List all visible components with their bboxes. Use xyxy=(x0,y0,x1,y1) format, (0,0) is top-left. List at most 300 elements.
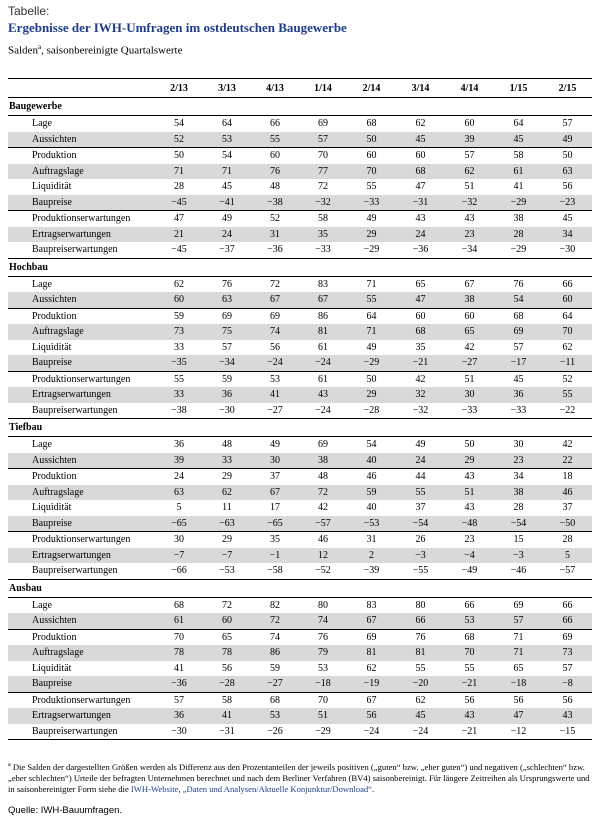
section-title: Hochbau xyxy=(9,261,48,273)
subtitle-rest: , saisonbereinigte Quartalswerte xyxy=(41,44,183,57)
value-cell: 41 xyxy=(203,708,251,724)
value-cell: −21 xyxy=(396,355,445,371)
value-cell: −57 xyxy=(299,516,347,532)
value-cell: −53 xyxy=(203,563,251,579)
value-cell: 47 xyxy=(494,708,543,724)
value-cell: 61 xyxy=(494,164,543,180)
value-cell: 43 xyxy=(445,708,494,724)
value-cell: 71 xyxy=(155,164,203,180)
source-note: Quelle: IWH-Bauumfragen. xyxy=(8,805,123,816)
value-cell: −46 xyxy=(494,563,543,579)
value-cell: −49 xyxy=(445,563,494,579)
value-cell: 51 xyxy=(299,708,347,724)
value-cell: 57 xyxy=(543,116,592,132)
value-cell: 64 xyxy=(203,116,251,132)
table-row xyxy=(8,292,592,308)
row-label: Baupreise xyxy=(8,516,155,532)
value-cell: 44 xyxy=(396,469,445,485)
column-header: 1/14 xyxy=(299,79,347,98)
value-cell: 72 xyxy=(251,276,299,292)
value-cell: 54 xyxy=(155,116,203,132)
value-cell: 70 xyxy=(543,324,592,340)
header-label-cell xyxy=(8,79,155,98)
value-cell: −29 xyxy=(299,724,347,740)
value-cell: 62 xyxy=(562,341,573,353)
value-cell: 67 xyxy=(299,292,347,308)
value-cell: 17 xyxy=(270,502,280,514)
value-cell: 81 xyxy=(299,324,347,340)
value-cell: 37 xyxy=(562,502,573,514)
header-row xyxy=(8,79,592,98)
value-cell: 38 xyxy=(445,292,494,308)
table-row xyxy=(8,437,592,453)
value-cell: 45 xyxy=(543,211,592,227)
value-cell: −17 xyxy=(494,355,543,371)
value-cell: 76 xyxy=(396,629,445,645)
value-cell: 40 xyxy=(347,453,396,469)
value-cell: 55 xyxy=(464,662,475,674)
value-cell: −58 xyxy=(251,563,299,579)
value-cell: 38 xyxy=(494,211,543,227)
value-cell: 80 xyxy=(396,597,445,613)
value-cell: 43 xyxy=(445,211,494,227)
footnote-text: Die Salden der dargestellten Größen werden als Differenz aus den Prozentanteilen der jeweils positiven („guten“ bzw. „eher guten“) und negativen („schlechten“ bzw. „eher schlechten“) Urteile der befragten Unternehmen berechnet und nach dem Berliner Verfahren (BV4) saisonbereinigt. Für längere Zeitreihen als Ursprungswerte und in saisonbereinigter Form siehe die xyxy=(8,761,590,794)
value-cell: 51 xyxy=(464,181,475,193)
value-cell: 50 xyxy=(347,132,396,148)
value-cell: 29 xyxy=(347,387,396,403)
value-cell: 74 xyxy=(299,613,347,629)
section-header-row xyxy=(8,98,592,116)
value-cell: 61 xyxy=(299,371,347,387)
value-cell: 32 xyxy=(396,387,445,403)
row-label: Produktionserwartungen xyxy=(8,371,155,387)
value-cell: −4 xyxy=(445,548,494,564)
value-cell: −28 xyxy=(347,403,396,419)
value-cell: 31 xyxy=(347,532,396,548)
table-row xyxy=(8,629,592,645)
value-cell: 67 xyxy=(347,613,396,629)
table-row xyxy=(8,371,592,387)
value-cell: −38 xyxy=(155,403,203,419)
column-header: 2/15 xyxy=(543,79,592,98)
value-cell: 48 xyxy=(270,181,280,193)
value-cell: −29 xyxy=(347,355,396,371)
value-cell: −50 xyxy=(543,516,592,532)
value-cell: 30 xyxy=(251,453,299,469)
column-header: 2/14 xyxy=(347,79,396,98)
iwh-website-link[interactable]: IWH-Website xyxy=(130,783,179,794)
table-row xyxy=(8,227,592,243)
value-cell: 42 xyxy=(318,502,328,514)
value-cell: 55 xyxy=(415,662,426,674)
value-cell: 70 xyxy=(155,629,203,645)
value-cell: 69 xyxy=(299,437,347,453)
value-cell: −34 xyxy=(203,355,251,371)
value-cell: −33 xyxy=(494,403,543,419)
value-cell: −24 xyxy=(347,724,396,740)
value-cell: −33 xyxy=(299,242,347,258)
value-cell: −27 xyxy=(445,355,494,371)
value-cell: 56 xyxy=(347,708,396,724)
value-cell: 60 xyxy=(396,148,445,164)
value-cell: 22 xyxy=(543,453,592,469)
value-cell: 54 xyxy=(203,148,251,164)
row-label: Ertragserwartungen xyxy=(8,548,155,564)
value-cell: 5 xyxy=(176,502,182,514)
value-cell: 38 xyxy=(494,485,543,501)
value-cell: −29 xyxy=(494,195,543,211)
table-label: Tabelle: xyxy=(8,4,50,18)
value-cell: 39 xyxy=(445,132,494,148)
value-cell: 57 xyxy=(562,662,573,674)
table-row xyxy=(8,597,592,613)
value-cell: 24 xyxy=(396,453,445,469)
value-cell: 63 xyxy=(543,164,592,180)
value-cell: 53 xyxy=(251,371,299,387)
value-cell: 63 xyxy=(155,485,203,501)
value-cell: 28 xyxy=(513,502,524,514)
value-cell: 45 xyxy=(396,708,445,724)
value-cell: 55 xyxy=(366,181,377,193)
value-cell: 69 xyxy=(203,308,251,324)
value-cell: 43 xyxy=(464,502,475,514)
table-row xyxy=(8,485,592,501)
table-row xyxy=(8,708,592,724)
value-cell: −27 xyxy=(251,676,299,692)
value-cell: −54 xyxy=(396,516,445,532)
value-cell: 67 xyxy=(251,292,299,308)
value-cell: 36 xyxy=(494,387,543,403)
row-label: Baupreiserwartungen xyxy=(8,563,155,579)
value-cell: 57 xyxy=(222,341,232,353)
value-cell: 69 xyxy=(347,629,396,645)
value-cell: 79 xyxy=(299,645,347,661)
row-label: Ertragserwartungen xyxy=(8,708,155,724)
value-cell: 52 xyxy=(251,211,299,227)
value-cell: 29 xyxy=(203,532,251,548)
value-cell: 72 xyxy=(251,613,299,629)
value-cell: 34 xyxy=(543,227,592,243)
value-cell: −30 xyxy=(155,724,203,740)
value-cell: 21 xyxy=(155,227,203,243)
value-cell: 72 xyxy=(318,181,328,193)
value-cell: 12 xyxy=(299,548,347,564)
value-cell: 69 xyxy=(251,308,299,324)
value-cell: 74 xyxy=(251,629,299,645)
value-cell: −21 xyxy=(445,724,494,740)
value-cell: 65 xyxy=(203,629,251,645)
table-row xyxy=(8,276,592,292)
table-row xyxy=(8,179,592,195)
value-cell: 56 xyxy=(494,692,543,708)
value-cell: 45 xyxy=(222,181,232,193)
value-cell: −45 xyxy=(155,242,203,258)
value-cell: 66 xyxy=(543,597,592,613)
value-cell: −22 xyxy=(543,403,592,419)
value-cell: 56 xyxy=(222,662,232,674)
value-cell: 72 xyxy=(299,485,347,501)
value-cell: 71 xyxy=(494,645,543,661)
value-cell: 50 xyxy=(347,371,396,387)
value-cell: 68 xyxy=(155,597,203,613)
footnote xyxy=(8,760,592,795)
value-cell: 55 xyxy=(396,485,445,501)
value-cell: −3 xyxy=(396,548,445,564)
value-cell: 64 xyxy=(543,308,592,324)
value-cell: 65 xyxy=(396,276,445,292)
value-cell: 86 xyxy=(251,645,299,661)
table-row xyxy=(8,324,592,340)
row-label: Aussichten xyxy=(8,613,155,629)
value-cell: −66 xyxy=(155,563,203,579)
column-header: 3/14 xyxy=(396,79,445,98)
value-cell: −32 xyxy=(396,403,445,419)
value-cell: −29 xyxy=(494,242,543,258)
value-cell: 67 xyxy=(445,276,494,292)
value-cell: −32 xyxy=(299,195,347,211)
value-cell: 24 xyxy=(203,227,251,243)
section-title: Ausbau xyxy=(9,582,42,594)
value-cell: 57 xyxy=(299,132,347,148)
value-cell: 51 xyxy=(445,371,494,387)
value-cell: 63 xyxy=(203,292,251,308)
value-cell: 39 xyxy=(155,453,203,469)
table-row xyxy=(8,340,592,356)
value-cell: 41 xyxy=(251,387,299,403)
value-cell: 58 xyxy=(203,692,251,708)
value-cell: 67 xyxy=(251,485,299,501)
value-cell: 23 xyxy=(445,227,494,243)
value-cell: 57 xyxy=(494,613,543,629)
table-row xyxy=(8,453,592,469)
value-cell: 46 xyxy=(347,469,396,485)
value-cell: 45 xyxy=(494,371,543,387)
value-cell: 59 xyxy=(270,662,280,674)
value-cell: 33 xyxy=(203,453,251,469)
value-cell: 80 xyxy=(299,597,347,613)
table-row xyxy=(8,195,592,211)
value-cell: −8 xyxy=(543,676,592,692)
value-cell: 23 xyxy=(445,532,494,548)
row-label: Auftragslage xyxy=(8,164,155,180)
value-cell: 31 xyxy=(251,227,299,243)
value-cell: 33 xyxy=(174,341,184,353)
value-cell: 68 xyxy=(347,116,396,132)
value-cell: 38 xyxy=(299,453,347,469)
value-cell: 86 xyxy=(299,308,347,324)
value-cell: 70 xyxy=(299,692,347,708)
value-cell: 71 xyxy=(203,164,251,180)
value-cell: 46 xyxy=(543,485,592,501)
value-cell: 50 xyxy=(543,148,592,164)
value-cell: 53 xyxy=(251,708,299,724)
value-cell: −28 xyxy=(203,676,251,692)
value-cell: 62 xyxy=(366,662,377,674)
value-cell: −41 xyxy=(203,195,251,211)
value-cell: 54 xyxy=(347,437,396,453)
value-cell: 62 xyxy=(396,116,445,132)
table-row xyxy=(8,148,592,164)
value-cell: 49 xyxy=(543,132,592,148)
value-cell: 68 xyxy=(396,164,445,180)
value-cell: −36 xyxy=(396,242,445,258)
value-cell: −36 xyxy=(251,242,299,258)
value-cell: 43 xyxy=(299,387,347,403)
table-row xyxy=(8,132,592,148)
value-cell: 66 xyxy=(543,613,592,629)
value-cell: 40 xyxy=(366,502,377,514)
value-cell: 76 xyxy=(251,164,299,180)
value-cell: 55 xyxy=(543,387,592,403)
value-cell: 61 xyxy=(318,341,328,353)
value-cell: 65 xyxy=(445,324,494,340)
table-row xyxy=(8,676,592,692)
table-row xyxy=(8,661,592,677)
table-row xyxy=(8,387,592,403)
value-cell: −15 xyxy=(543,724,592,740)
value-cell: 28 xyxy=(543,532,592,548)
value-cell: 71 xyxy=(347,324,396,340)
value-cell: −20 xyxy=(396,676,445,692)
value-cell: −52 xyxy=(299,563,347,579)
value-cell: 65 xyxy=(513,662,524,674)
row-label: Baupreise xyxy=(8,676,155,692)
column-header: 4/13 xyxy=(251,79,299,98)
row-label: Liquidität xyxy=(32,341,72,353)
row-label: Produktion xyxy=(8,469,155,485)
value-cell: 64 xyxy=(347,308,396,324)
value-cell: 37 xyxy=(415,502,426,514)
row-label: Baupreise xyxy=(8,355,155,371)
value-cell: −24 xyxy=(299,403,347,419)
column-header: 4/14 xyxy=(445,79,494,98)
row-label: Produktion xyxy=(8,308,155,324)
value-cell: 68 xyxy=(251,692,299,708)
table-row xyxy=(8,563,592,579)
value-cell: 43 xyxy=(445,469,494,485)
value-cell: 11 xyxy=(222,502,232,514)
value-cell: 36 xyxy=(203,387,251,403)
value-cell: −39 xyxy=(347,563,396,579)
value-cell: 29 xyxy=(203,469,251,485)
value-cell: −26 xyxy=(251,724,299,740)
value-cell: 42 xyxy=(396,371,445,387)
value-cell: 58 xyxy=(299,211,347,227)
value-cell: 34 xyxy=(494,469,543,485)
value-cell: 74 xyxy=(251,324,299,340)
value-cell: 28 xyxy=(174,181,184,193)
value-cell: −35 xyxy=(155,355,203,371)
value-cell: 53 xyxy=(445,613,494,629)
value-cell: 42 xyxy=(464,341,475,353)
value-cell: −24 xyxy=(396,724,445,740)
value-cell: 69 xyxy=(543,629,592,645)
value-cell: −30 xyxy=(203,403,251,419)
section-header-row xyxy=(8,419,592,437)
value-cell: −30 xyxy=(543,242,592,258)
value-cell: −19 xyxy=(347,676,396,692)
value-cell: 46 xyxy=(299,532,347,548)
table-row xyxy=(8,548,592,564)
value-cell: −31 xyxy=(203,724,251,740)
value-cell: 66 xyxy=(543,276,592,292)
value-cell: −53 xyxy=(347,516,396,532)
value-cell: 56 xyxy=(270,341,280,353)
value-cell: 60 xyxy=(251,148,299,164)
value-cell: 71 xyxy=(494,629,543,645)
value-cell: 35 xyxy=(299,227,347,243)
row-label: Lage xyxy=(8,437,155,453)
value-cell: 60 xyxy=(203,613,251,629)
value-cell: 76 xyxy=(494,276,543,292)
value-cell: −24 xyxy=(299,355,347,371)
value-cell: 49 xyxy=(251,437,299,453)
value-cell: 43 xyxy=(396,211,445,227)
value-cell: 75 xyxy=(203,324,251,340)
section-header-row xyxy=(8,579,592,597)
value-cell: 68 xyxy=(445,629,494,645)
row-label: Auftragslage xyxy=(8,324,155,340)
value-cell: −33 xyxy=(445,403,494,419)
value-cell: 36 xyxy=(155,708,203,724)
value-cell: 66 xyxy=(251,116,299,132)
value-cell: 81 xyxy=(347,645,396,661)
value-cell: 53 xyxy=(203,132,251,148)
table-row xyxy=(8,355,592,371)
value-cell: 60 xyxy=(347,148,396,164)
value-cell: 77 xyxy=(299,164,347,180)
section-title: Baugewerbe xyxy=(9,101,62,112)
value-cell: −12 xyxy=(494,724,543,740)
footnote-end: . xyxy=(372,783,375,794)
row-label: Produktionserwartungen xyxy=(8,211,155,227)
value-cell: 60 xyxy=(445,308,494,324)
value-cell: −23 xyxy=(543,195,592,211)
row-label: Liquidität xyxy=(32,662,72,674)
value-cell: 54 xyxy=(494,292,543,308)
value-cell: 23 xyxy=(494,453,543,469)
row-label: Lage xyxy=(8,116,155,132)
column-header: 3/13 xyxy=(203,79,251,98)
value-cell: 83 xyxy=(347,597,396,613)
row-label: Ertragserwartungen xyxy=(8,227,155,243)
value-cell: 47 xyxy=(396,292,445,308)
table-row xyxy=(8,211,592,227)
table-row xyxy=(8,469,592,485)
row-label: Baupreiserwartungen xyxy=(8,242,155,258)
row-label: Baupreiserwartungen xyxy=(8,724,155,740)
value-cell: 59 xyxy=(155,308,203,324)
row-label: Produktionserwartungen xyxy=(8,692,155,708)
value-cell: −1 xyxy=(251,548,299,564)
value-cell: 26 xyxy=(396,532,445,548)
download-path-link[interactable]: „Daten und Analysen/Aktuelle Konjunktur/Download“ xyxy=(182,783,372,794)
value-cell: 67 xyxy=(347,692,396,708)
value-cell: 58 xyxy=(494,148,543,164)
value-cell: 62 xyxy=(396,692,445,708)
value-cell: 24 xyxy=(396,227,445,243)
value-cell: 52 xyxy=(543,371,592,387)
value-cell: −7 xyxy=(155,548,203,564)
row-label: Liquidität xyxy=(32,181,72,193)
value-cell: −54 xyxy=(494,516,543,532)
row-label: Auftragslage xyxy=(8,645,155,661)
table-row xyxy=(8,532,592,548)
row-label: Lage xyxy=(8,276,155,292)
value-cell: 60 xyxy=(445,116,494,132)
table-row xyxy=(8,403,592,419)
value-cell: 56 xyxy=(543,692,592,708)
